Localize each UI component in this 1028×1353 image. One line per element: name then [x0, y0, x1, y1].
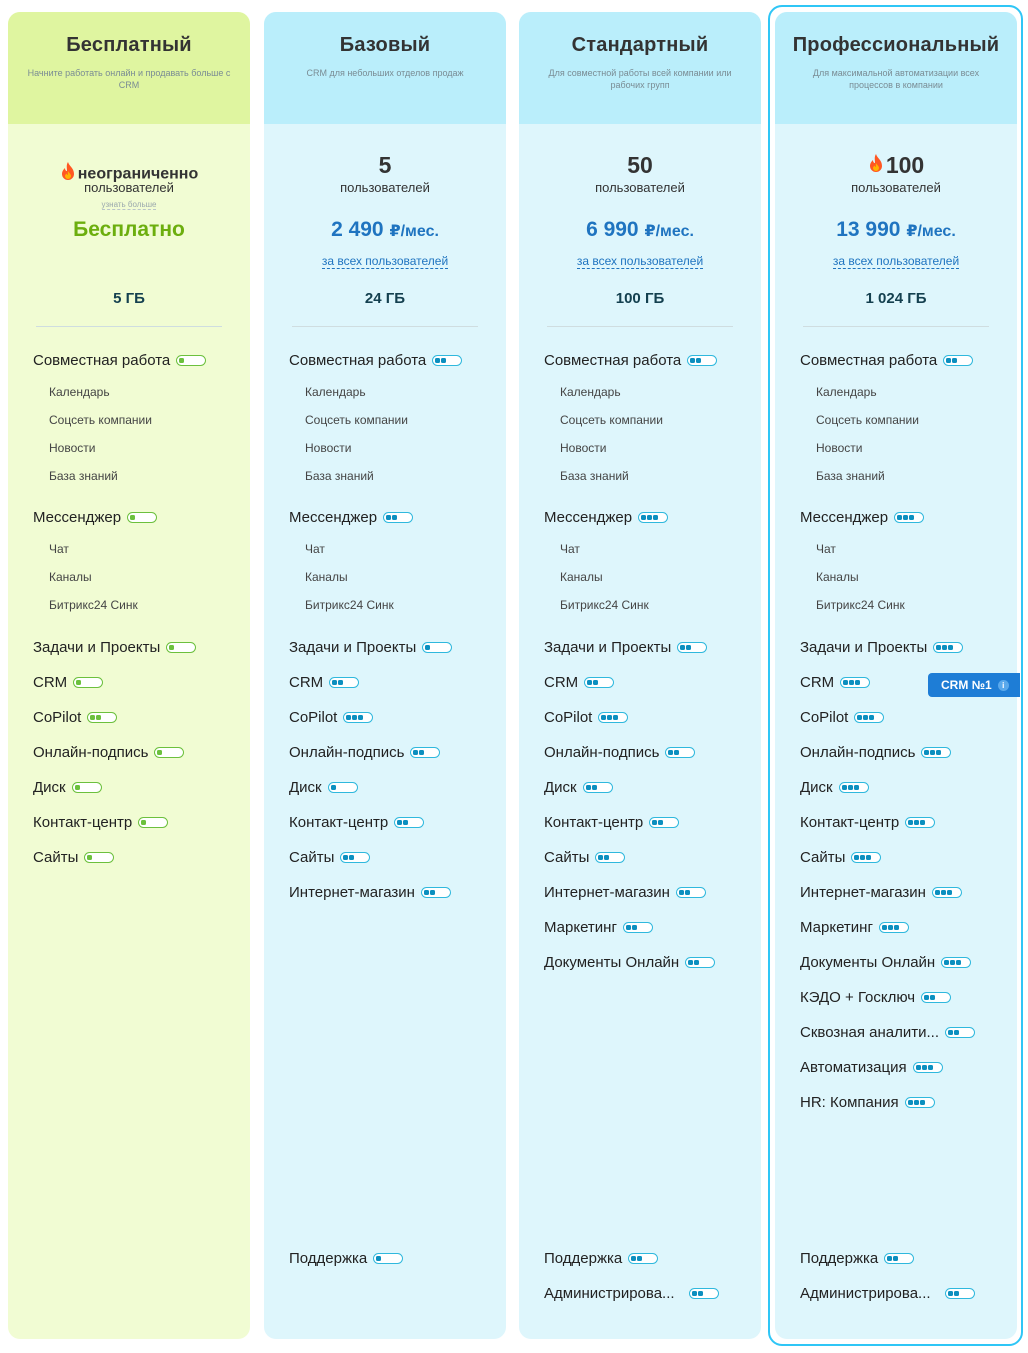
storage-size: 1 024 ГБ — [865, 290, 927, 307]
plan-price: Бесплатно — [73, 218, 185, 241]
level-toggle-icon — [933, 642, 963, 653]
feature-label: КЭДО + Госключ — [800, 989, 916, 1006]
divider — [292, 326, 478, 327]
level-toggle-icon — [623, 922, 653, 933]
crm-badge[interactable]: CRM №1 i — [928, 673, 1020, 697]
feature-label: Диск — [800, 779, 833, 796]
storage-size: 5 ГБ — [113, 290, 145, 307]
level-toggle-icon — [943, 355, 973, 366]
level-toggle-icon — [383, 512, 413, 523]
sub-feature-item: Календарь — [49, 385, 110, 399]
feature-label: CRM — [544, 674, 579, 691]
feature-label: Документы Онлайн — [544, 954, 680, 971]
feature-label: CoPilot — [33, 709, 82, 726]
level-toggle-icon — [638, 512, 668, 523]
sub-feature-item: Новости — [49, 441, 96, 455]
sub-feature-item: База знаний — [305, 469, 374, 483]
feature-label: Сайты — [289, 849, 335, 866]
level-toggle-icon — [839, 782, 869, 793]
sub-feature-item: Календарь — [560, 385, 621, 399]
level-toggle-icon — [932, 887, 962, 898]
level-toggle-icon — [628, 1253, 658, 1264]
feature-label: Администрирова... — [800, 1285, 931, 1302]
feature-item[interactable] — [289, 509, 413, 526]
feature-item[interactable] — [289, 1250, 403, 1267]
feature-item[interactable] — [33, 849, 114, 866]
feature-item[interactable] — [544, 919, 653, 936]
users-label: пользователей — [84, 180, 174, 195]
feature-label: Администрирова... — [544, 1285, 675, 1302]
feature-item[interactable] — [800, 674, 870, 691]
level-toggle-icon — [879, 922, 909, 933]
level-toggle-icon — [127, 512, 157, 523]
feature-item[interactable] — [800, 744, 951, 761]
feature-label: Мессенджер — [33, 509, 122, 526]
feature-label: Диск — [289, 779, 322, 796]
users-count: 5 — [378, 152, 392, 178]
feature-label: Мессенджер — [800, 509, 889, 526]
feature-item[interactable] — [800, 352, 973, 369]
feature-item[interactable] — [289, 709, 373, 726]
plan-title: Профессиональный — [792, 34, 1000, 56]
level-toggle-icon — [945, 1288, 975, 1299]
feature-label: CRM — [33, 674, 68, 691]
level-toggle-icon — [921, 992, 951, 1003]
plan-header — [519, 12, 761, 124]
level-toggle-icon — [649, 817, 679, 828]
feature-label: Интернет-магазин — [289, 884, 415, 901]
feature-item[interactable] — [544, 849, 625, 866]
level-toggle-icon — [410, 747, 440, 758]
feature-label: Сайты — [800, 849, 846, 866]
feature-label: Мессенджер — [289, 509, 378, 526]
feature-item[interactable] — [33, 814, 168, 831]
feature-label: Автоматизация — [800, 1059, 907, 1076]
level-toggle-icon — [676, 887, 706, 898]
level-toggle-icon — [894, 512, 924, 523]
sub-feature-item: Чат — [560, 542, 580, 556]
feature-label: Сайты — [33, 849, 79, 866]
feature-item[interactable] — [289, 779, 358, 796]
sub-feature-item: Новости — [816, 441, 863, 455]
level-toggle-icon — [72, 782, 102, 793]
divider — [36, 326, 222, 327]
sub-feature-item: Соцсеть компании — [305, 413, 408, 427]
feature-label: Онлайн-подпись — [33, 744, 149, 761]
price-per-link[interactable]: за всех пользователей — [321, 254, 449, 268]
users-count: неограниченно — [8, 162, 250, 187]
sub-feature-item: База знаний — [816, 469, 885, 483]
sub-feature-item: Каналы — [305, 570, 348, 584]
feature-label: Диск — [33, 779, 66, 796]
feature-item[interactable] — [289, 849, 370, 866]
feature-label: CoPilot — [800, 709, 849, 726]
feature-item[interactable] — [33, 509, 157, 526]
level-toggle-icon — [166, 642, 196, 653]
sub-feature-item: Чат — [49, 542, 69, 556]
feature-label: CRM — [289, 674, 324, 691]
sub-feature-item: Битрикс24 Синк — [816, 598, 905, 612]
feature-label: Диск — [544, 779, 577, 796]
level-toggle-icon — [687, 355, 717, 366]
storage-size: 100 ГБ — [615, 290, 665, 307]
sub-feature-item: База знаний — [560, 469, 629, 483]
feature-item[interactable] — [289, 744, 440, 761]
feature-item[interactable] — [800, 1285, 975, 1302]
feature-item[interactable] — [800, 709, 884, 726]
feature-item[interactable] — [800, 849, 881, 866]
sub-feature-item: Соцсеть компании — [560, 413, 663, 427]
plan-subtitle: Для совместной работы всей компании или рабочих групп — [548, 68, 732, 90]
feature-item[interactable] — [800, 779, 869, 796]
level-toggle-icon — [84, 852, 114, 863]
feature-label: Онлайн-подпись — [289, 744, 405, 761]
feature-label: CRM — [800, 674, 835, 691]
plan-price: 2 490 ₽/мес. — [331, 218, 439, 241]
level-toggle-icon — [87, 712, 117, 723]
level-toggle-icon — [851, 852, 881, 863]
users-count: 50 — [627, 152, 653, 178]
feature-item[interactable] — [544, 352, 717, 369]
plan-price: 6 990 ₽/мес. — [586, 218, 694, 241]
feature-item[interactable] — [289, 639, 452, 656]
level-toggle-icon — [905, 817, 935, 828]
level-toggle-icon — [677, 642, 707, 653]
level-toggle-icon — [176, 355, 206, 366]
price-per-link[interactable]: за всех пользователей — [576, 254, 704, 268]
divider — [803, 326, 989, 327]
users-label: пользователей — [851, 180, 941, 195]
feature-item[interactable] — [800, 1094, 935, 1111]
plan-subtitle: CRM для небольших отделов продаж — [306, 68, 464, 78]
level-toggle-icon — [941, 957, 971, 968]
feature-label: Документы Онлайн — [800, 954, 936, 971]
sub-feature-item: Чат — [816, 542, 836, 556]
plan-header — [264, 12, 506, 124]
feature-item[interactable] — [33, 744, 184, 761]
users-label: пользователей — [340, 180, 430, 195]
sub-feature-item: Каналы — [560, 570, 603, 584]
feature-item[interactable] — [544, 744, 695, 761]
feature-item[interactable] — [800, 989, 951, 1006]
users-count: 100 — [775, 152, 1017, 180]
feature-item[interactable] — [544, 639, 707, 656]
feature-item[interactable] — [33, 639, 196, 656]
feature-item[interactable] — [289, 884, 451, 901]
info-icon[interactable]: i — [998, 680, 1009, 691]
plan-subtitle: Для максимальной автоматизации всех процессов в компании — [812, 68, 980, 90]
feature-item[interactable] — [33, 352, 206, 369]
feature-label: Маркетинг — [544, 919, 617, 936]
feature-label: Совместная работа — [289, 352, 427, 369]
feature-label: Совместная работа — [800, 352, 938, 369]
feature-label: Онлайн-подпись — [800, 744, 916, 761]
feature-item[interactable] — [800, 1024, 975, 1041]
level-toggle-icon — [689, 1288, 719, 1299]
feature-item[interactable] — [800, 919, 909, 936]
feature-label: Интернет-магазин — [544, 884, 670, 901]
feature-label: Контакт-центр — [544, 814, 644, 831]
level-toggle-icon — [340, 852, 370, 863]
sub-feature-item: База знаний — [49, 469, 118, 483]
sub-feature-item: Чат — [305, 542, 325, 556]
level-toggle-icon — [583, 782, 613, 793]
level-toggle-icon — [138, 817, 168, 828]
feature-label: Интернет-магазин — [800, 884, 926, 901]
plan-header — [775, 12, 1017, 124]
divider — [547, 326, 733, 327]
plan-title: Бесплатный — [66, 34, 192, 56]
level-toggle-icon — [154, 747, 184, 758]
feature-item[interactable] — [800, 509, 924, 526]
plan-header — [8, 12, 250, 124]
plan-subtitle: Начните работать онлайн и продавать больше с CRM — [27, 68, 231, 90]
feature-item[interactable] — [800, 884, 962, 901]
feature-item[interactable] — [544, 674, 614, 691]
feature-label: Поддержка — [544, 1250, 623, 1267]
level-toggle-icon — [432, 355, 462, 366]
feature-item[interactable] — [544, 1285, 719, 1302]
level-toggle-icon — [884, 1253, 914, 1264]
plan-title: Стандартный — [571, 34, 709, 56]
price-per-link[interactable]: за всех пользователей — [832, 254, 960, 268]
level-toggle-icon — [665, 747, 695, 758]
sub-feature-item: Новости — [305, 441, 352, 455]
feature-label: Задачи и Проекты — [800, 639, 928, 656]
feature-item[interactable] — [800, 639, 963, 656]
feature-label: Поддержка — [289, 1250, 368, 1267]
feature-label: Контакт-центр — [289, 814, 389, 831]
feature-label: CoPilot — [289, 709, 338, 726]
sub-feature-item: Соцсеть компании — [49, 413, 152, 427]
feature-item[interactable] — [800, 954, 971, 971]
level-toggle-icon — [328, 782, 358, 793]
level-toggle-icon — [685, 957, 715, 968]
feature-label: Поддержка — [800, 1250, 879, 1267]
feature-label: Мессенджер — [544, 509, 633, 526]
level-toggle-icon — [422, 642, 452, 653]
feature-label: Задачи и Проекты — [544, 639, 672, 656]
feature-item[interactable] — [289, 814, 424, 831]
feature-item[interactable] — [33, 709, 117, 726]
feature-label: Маркетинг — [800, 919, 873, 936]
feature-label: Контакт-центр — [800, 814, 900, 831]
feature-label: Онлайн-подпись — [544, 744, 660, 761]
sub-feature-item: Каналы — [816, 570, 859, 584]
feature-label: Совместная работа — [33, 352, 171, 369]
users-label: пользователей — [595, 180, 685, 195]
feature-label: Контакт-центр — [33, 814, 133, 831]
level-toggle-icon — [329, 677, 359, 688]
feature-item[interactable] — [800, 1059, 943, 1076]
feature-label: CoPilot — [544, 709, 593, 726]
feature-item[interactable] — [544, 1250, 658, 1267]
level-toggle-icon — [598, 712, 628, 723]
level-toggle-icon — [394, 817, 424, 828]
feature-label: HR: Компания — [800, 1094, 899, 1111]
feature-item[interactable] — [544, 709, 628, 726]
feature-label: Задачи и Проекты — [33, 639, 161, 656]
sub-feature-item: Каналы — [49, 570, 92, 584]
sub-feature-item: Календарь — [305, 385, 366, 399]
feature-item[interactable] — [544, 954, 715, 971]
sub-feature-item: Битрикс24 Синк — [49, 598, 138, 612]
feature-label: Сквозная аналити... — [800, 1024, 940, 1041]
feature-label: Сайты — [544, 849, 590, 866]
feature-item[interactable] — [544, 509, 668, 526]
feature-item[interactable] — [33, 674, 103, 691]
level-toggle-icon — [840, 677, 870, 688]
level-toggle-icon — [854, 712, 884, 723]
level-toggle-icon — [913, 1062, 943, 1073]
level-toggle-icon — [905, 1097, 935, 1108]
sub-feature-item: Новости — [560, 441, 607, 455]
fire-icon — [868, 153, 884, 180]
level-toggle-icon — [343, 712, 373, 723]
feature-item[interactable] — [544, 779, 613, 796]
level-toggle-icon — [373, 1253, 403, 1264]
feature-item[interactable] — [289, 674, 359, 691]
feature-item[interactable] — [800, 814, 935, 831]
sub-feature-item: Битрикс24 Синк — [560, 598, 649, 612]
feature-item[interactable] — [544, 884, 706, 901]
feature-item[interactable] — [800, 1250, 914, 1267]
level-toggle-icon — [595, 852, 625, 863]
level-toggle-icon — [584, 677, 614, 688]
level-toggle-icon — [921, 747, 951, 758]
feature-label: Задачи и Проекты — [289, 639, 417, 656]
feature-item[interactable] — [544, 814, 679, 831]
level-toggle-icon — [73, 677, 103, 688]
learn-more-link[interactable]: узнать больше — [101, 200, 157, 209]
plan-title: Базовый — [339, 34, 431, 56]
sub-feature-item: Битрикс24 Синк — [305, 598, 394, 612]
feature-item[interactable] — [33, 779, 102, 796]
plan-price: 13 990 ₽/мес. — [836, 218, 956, 241]
sub-feature-item: Соцсеть компании — [816, 413, 919, 427]
storage-size: 24 ГБ — [364, 290, 406, 307]
feature-label: Совместная работа — [544, 352, 682, 369]
level-toggle-icon — [421, 887, 451, 898]
sub-feature-item: Календарь — [816, 385, 877, 399]
level-toggle-icon — [945, 1027, 975, 1038]
feature-item[interactable] — [289, 352, 462, 369]
